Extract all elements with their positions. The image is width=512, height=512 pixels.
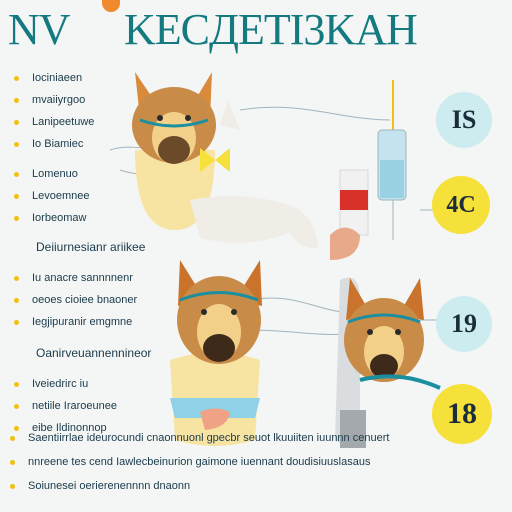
badge-circle: IS [436, 92, 492, 148]
footer-line: Soiunesei oerierenennnn dnaonn [28, 480, 498, 504]
iv-bag-illustration [330, 80, 406, 260]
footer-text [28, 432, 498, 504]
bullet-icon [10, 484, 15, 489]
dog-illustration-top [132, 72, 318, 248]
footer-line: nnreene tes cend Iawlecbeinurion gaimone iuennant doudisiuuslasaus [28, 456, 498, 480]
title-part-1: NV [8, 5, 70, 54]
section-heading: Deiiurnesianr ariikee [36, 240, 146, 254]
badge-circle: 4C [432, 176, 490, 234]
dog-illustration-right [335, 278, 440, 449]
title-part-2: KECДETI3KAH [124, 5, 417, 54]
bullet-icon [10, 436, 15, 441]
badge-circle: 19 [436, 296, 492, 352]
footer-line: Saentiirrlae ideurocundi cnaonnuonl gpecbr seuot lkuuiiten iuunnn cenuert [28, 432, 498, 456]
dog-illustration-left [170, 260, 262, 446]
section-heading: Oanirveuannennineor [36, 346, 152, 360]
badge-circle: 18 [432, 384, 492, 444]
bullet-icon [10, 460, 15, 465]
